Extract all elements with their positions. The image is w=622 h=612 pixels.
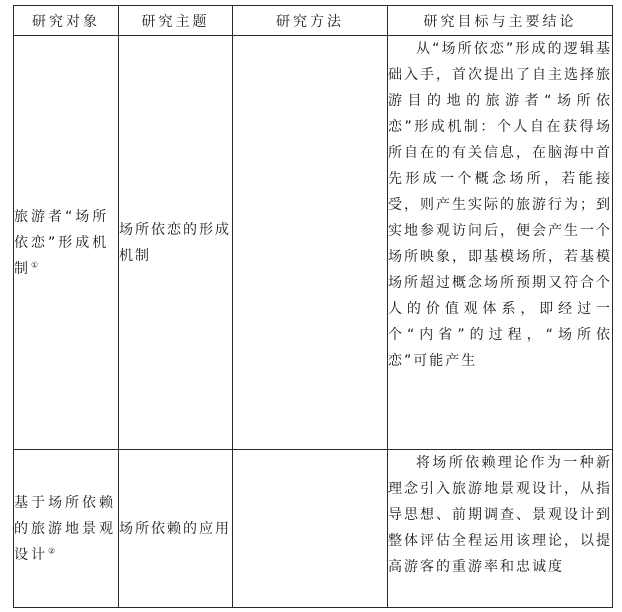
- header-research-method: 研究方法: [233, 6, 388, 36]
- cell-research-conclusion: 将场所依赖理论作为一种新理念引入旅游地景观设计，从指导思想、前期调查、景观设计到整体评估全程运用该理论，以提高游客的重游率和忠诚度: [388, 450, 613, 608]
- research-table: [13, 5, 613, 608]
- object-text: 旅游者“场所依恋”形成机制: [14, 208, 110, 277]
- cell-research-theme: 场所依恋的形成机制: [119, 36, 233, 450]
- footnote-marker: ①: [31, 259, 39, 269]
- cell-research-conclusion: 从“场所依恋”形成的逻辑基础入手，首次提出了自主选择旅游目的地的旅游者“场所依恋”形成机制：个人自在获得场所自在的有关信息，在脑海中首先形成一个概念场所，若能接受，则产生实际的旅游行为；到实地参观访问后，便会产生一个场所映象，即基模场所，若基模场所超过概念场所预期又符合个人的价值观体系，即经过一个“内省”的过程，“场所依恋”可能产生: [388, 36, 613, 450]
- cell-research-theme: 场所依赖的应用: [119, 450, 233, 608]
- table-row: [14, 36, 613, 450]
- header-research-theme: 研究主题: [119, 6, 233, 36]
- cell-research-method: [233, 450, 388, 608]
- header-research-object: 研究对象: [14, 6, 119, 36]
- footnote-marker: ②: [48, 545, 56, 555]
- header-research-goal-conclusion: 研究目标与主要结论: [388, 6, 613, 36]
- table-header-row: [14, 6, 613, 36]
- cell-research-method: [233, 36, 388, 450]
- cell-research-object: [14, 36, 119, 450]
- table-row: [14, 450, 613, 608]
- object-text: 基于场所依赖的旅游地景观设计: [14, 494, 116, 563]
- cell-research-object: [14, 450, 119, 608]
